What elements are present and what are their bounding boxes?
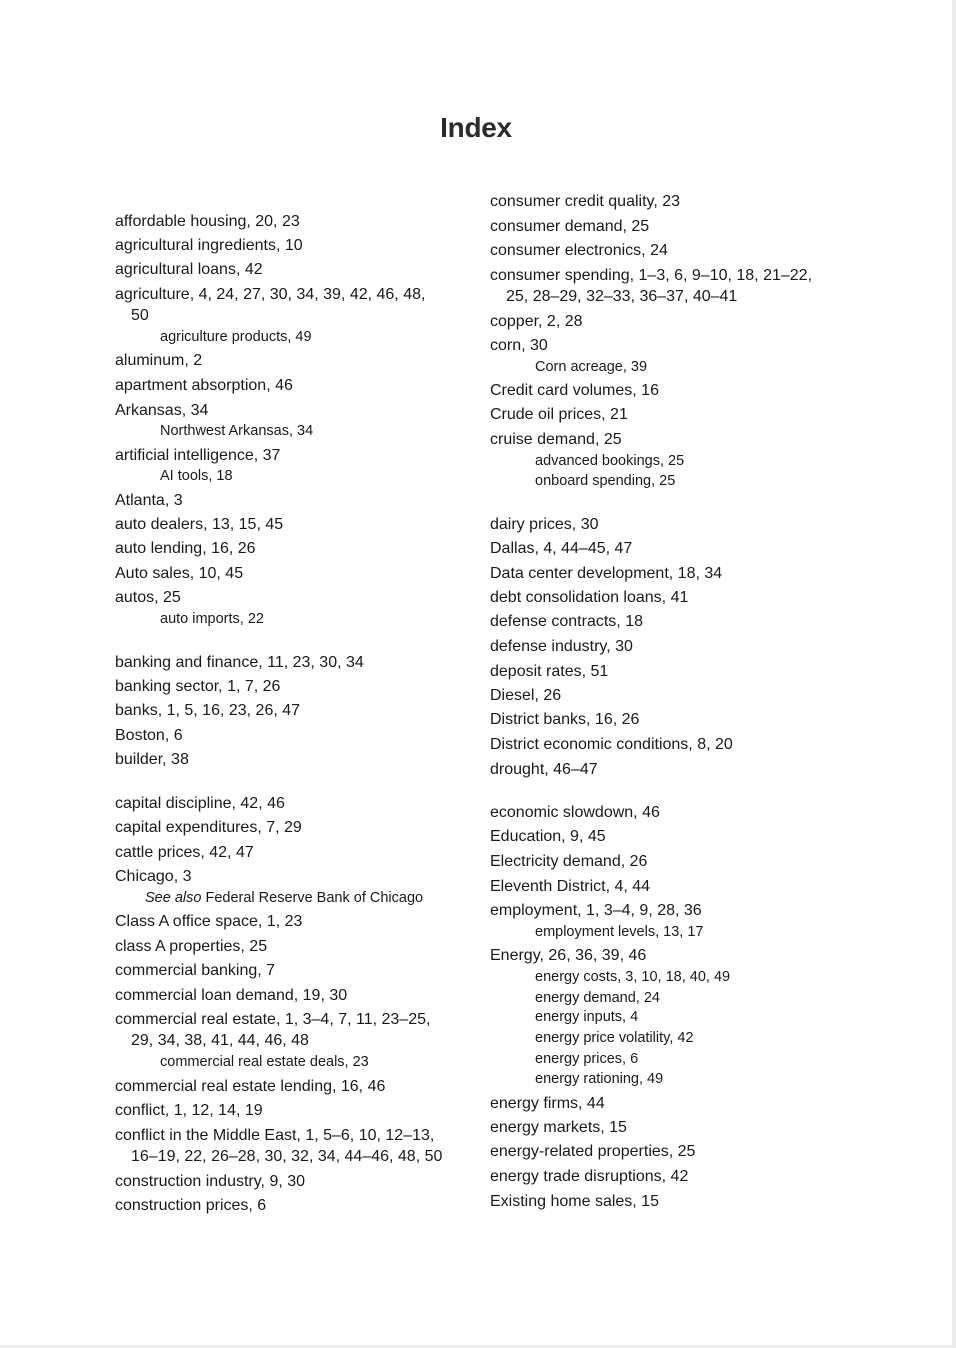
index-entry: energy markets, 15 [490, 1119, 627, 1136]
index-entry: autos, 25 [115, 589, 181, 606]
index-entry: conflict, 1, 12, 14, 19 [115, 1102, 263, 1119]
index-subentry: Corn acreage, 39 [535, 359, 648, 375]
index-entry: commercial loan demand, 19, 30 [115, 987, 348, 1004]
index-entry: defense industry, 30 [490, 638, 633, 655]
index-entry-continuation: 16–19, 22, 26–28, 30, 32, 34, 44–46, 48, 50 [131, 1148, 443, 1165]
index-entry-text: commercial real estate, 1, 3–4, 7, 11, 23–25, [115, 1011, 431, 1028]
index-entry: cruise demand, 25 [490, 431, 622, 448]
index-entry: class A properties, 25 [115, 938, 268, 955]
index-entry: defense contracts, 18 [490, 613, 643, 630]
index-entry: consumer credit quality, 23 [490, 193, 681, 210]
index-subentry: energy demand, 24 [535, 990, 660, 1006]
index-entry: consumer electronics, 24 [490, 242, 668, 259]
index-subentry: energy costs, 3, 10, 18, 40, 49 [535, 969, 731, 985]
index-entry: Education, 9, 45 [490, 828, 606, 845]
index-entry: drought, 46–47 [490, 761, 598, 778]
index-subentry: energy prices, 6 [535, 1051, 639, 1067]
index-entry: Arkansas, 34 [115, 402, 209, 419]
index-entry: energy firms, 44 [490, 1095, 605, 1112]
index-subentry: onboard spending, 25 [535, 473, 676, 489]
index-entry [490, 265, 830, 307]
index-entry: construction industry, 9, 30 [115, 1173, 306, 1190]
index-entry: commercial banking, 7 [115, 962, 276, 979]
index-entry: Credit card volumes, 16 [490, 382, 659, 399]
index-entry [115, 1125, 475, 1167]
index-entry: aluminum, 2 [115, 352, 203, 369]
index-entry: debt consolidation loans, 41 [490, 589, 689, 606]
index-subentry: agriculture products, 49 [160, 329, 312, 345]
index-entry: banking sector, 1, 7, 26 [115, 678, 281, 695]
index-entry: District economic conditions, 8, 20 [490, 736, 733, 753]
see-also-label: See also [145, 890, 202, 906]
index-entry-text: consumer spending, 1–3, 6, 9–10, 18, 21–22, [490, 267, 813, 284]
index-subentry: auto imports, 22 [160, 611, 264, 627]
index-entry: Eleventh District, 4, 44 [490, 878, 651, 895]
index-entry-continuation: 50 [131, 307, 149, 324]
index-entry [115, 284, 475, 326]
index-subentry: employment levels, 13, 17 [535, 924, 704, 940]
index-entry: deposit rates, 51 [490, 663, 609, 680]
index-entry: construction prices, 6 [115, 1197, 267, 1214]
index-entry: capital discipline, 42, 46 [115, 795, 285, 812]
index-subentry: advanced bookings, 25 [535, 453, 685, 469]
index-see-also [115, 888, 475, 908]
index-entry: auto dealers, 13, 15, 45 [115, 516, 284, 533]
index-entry: Dallas, 4, 44–45, 47 [490, 540, 633, 557]
index-entry: copper, 2, 28 [490, 313, 583, 330]
index-entry: Atlanta, 3 [115, 492, 183, 509]
index-entry: Auto sales, 10, 45 [115, 565, 244, 582]
index-entry: banking and finance, 11, 23, 30, 34 [115, 654, 364, 671]
index-entry: affordable housing, 20, 23 [115, 213, 300, 230]
index-entry: Existing home sales, 15 [490, 1193, 659, 1210]
index-entry: agricultural ingredients, 10 [115, 237, 303, 254]
index-entry: consumer demand, 25 [490, 218, 650, 235]
index-entry: economic slowdown, 46 [490, 804, 660, 821]
index-entry: apartment absorption, 46 [115, 377, 293, 394]
index-entry: banks, 1, 5, 16, 23, 26, 47 [115, 702, 301, 719]
index-entry: cattle prices, 42, 47 [115, 844, 254, 861]
index-entry: commercial real estate lending, 16, 46 [115, 1078, 386, 1095]
index-entry: agricultural loans, 42 [115, 261, 263, 278]
index-subentry: commercial real estate deals, 23 [160, 1054, 369, 1070]
index-entry: Energy, 26, 36, 39, 46 [490, 947, 647, 964]
index-entry: Boston, 6 [115, 727, 183, 744]
index-entry-continuation: 25, 28–29, 32–33, 36–37, 40–41 [506, 288, 738, 305]
index-subentry: energy inputs, 4 [535, 1009, 639, 1025]
index-entry: auto lending, 16, 26 [115, 540, 256, 557]
index-entry: builder, 38 [115, 751, 189, 768]
index-entry: dairy prices, 30 [490, 516, 599, 533]
index-entry: Data center development, 18, 34 [490, 565, 723, 582]
index-entry: Class A office space, 1, 23 [115, 913, 303, 930]
index-entry: corn, 30 [490, 337, 548, 354]
index-entry: Chicago, 3 [115, 868, 192, 885]
index-entry-text: conflict in the Middle East, 1, 5–6, 10, 12–13, [115, 1127, 435, 1144]
index-entry [115, 1009, 475, 1051]
index-entry: Diesel, 26 [490, 687, 562, 704]
index-entry: energy trade disruptions, 42 [490, 1168, 689, 1185]
index-entry-continuation: 29, 34, 38, 41, 44, 46, 48 [131, 1032, 309, 1049]
index-entry: capital expenditures, 7, 29 [115, 819, 302, 836]
index-subentry: energy price volatility, 42 [535, 1030, 694, 1046]
index-subentry: energy rationing, 49 [535, 1071, 664, 1087]
index-entry: energy-related properties, 25 [490, 1143, 696, 1160]
index-entry: Electricity demand, 26 [490, 853, 648, 870]
index-entry: Crude oil prices, 21 [490, 406, 628, 423]
page-title: Index [440, 112, 512, 143]
see-also-target: Federal Reserve Bank of Chicago [205, 890, 424, 906]
index-entry: employment, 1, 3–4, 9, 28, 36 [490, 902, 702, 919]
index-entry-text: agriculture, 4, 24, 27, 30, 34, 39, 42, 46, 48, [115, 286, 426, 303]
index-subentry: Northwest Arkansas, 34 [160, 423, 314, 439]
index-entry: artificial intelligence, 37 [115, 447, 281, 464]
index-entry: District banks, 16, 26 [490, 711, 640, 728]
index-subentry: AI tools, 18 [160, 468, 233, 484]
